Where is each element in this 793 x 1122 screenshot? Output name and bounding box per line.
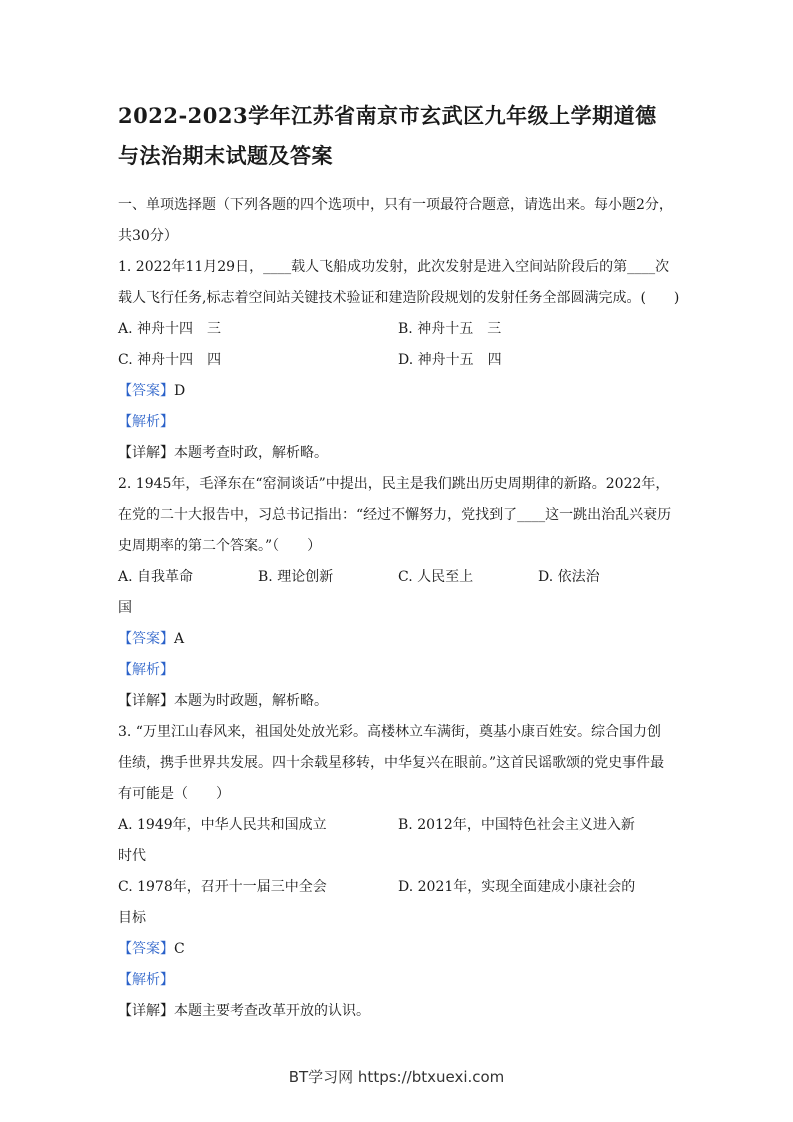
q2-option-c: C. 人民至上 <box>398 569 474 585</box>
q3-detail-text: 本题主要考查改革开放的认识。 <box>174 1003 370 1019</box>
q1-line2: 载人飞行任务,标志着空间站关键技术验证和建造阶段规划的发射任务全部圆满完成。( ) <box>118 290 680 306</box>
q3-line2: 佳绩，携手世界共发展。四十余载星移转，中华复兴在眼前。”这首民谣歌颂的党史事件最 <box>118 755 665 771</box>
footer-watermark: BT学习网 https://btxuexi.com <box>288 1068 505 1086</box>
q3-option-d-wrap: 目标 <box>118 910 146 926</box>
q2-answer-tag: 【答案】 <box>118 631 174 647</box>
q3-detail <box>118 996 678 1027</box>
q3-analysis <box>118 965 678 996</box>
q3-line3: 有可能是（ ） <box>118 786 230 802</box>
q2-option-d-wrap: 国 <box>118 600 132 616</box>
page-title: 2022-2023学年江苏省南京市玄武区九年级上学期道德与法治期末试题及答案 <box>118 103 657 168</box>
q1-options-row1 <box>118 314 678 345</box>
q3-answer <box>118 934 678 965</box>
q1-analysis <box>118 407 678 438</box>
section-heading-line1: 一、单项选择题（下列各题的四个选项中，只有一项最符合题意，请选出来。每小题2分， <box>118 197 673 213</box>
q3-answer-value: C <box>174 941 185 957</box>
q2-options-row <box>118 562 678 593</box>
q2-option-b: B. 理论创新 <box>258 569 334 585</box>
question-3 <box>118 717 678 1027</box>
q1-option-c: C. 神舟十四 四 <box>118 352 222 368</box>
q2-option-a: A. 自我革命 <box>118 569 194 585</box>
q2-analysis-tag: 【解析】 <box>118 662 174 678</box>
q2-analysis <box>118 655 678 686</box>
q3-detail-tag: 【详解】 <box>118 1003 174 1019</box>
q3-option-b-wrap: 时代 <box>118 848 146 864</box>
q2-option-d: D. 依法治 <box>538 569 600 585</box>
q3-analysis-tag: 【解析】 <box>118 972 174 988</box>
q3-options-row2 <box>118 872 678 903</box>
q1-line1: 1. 2022年11月29日，____载人飞船成功发射，此次发射是进入空间站阶段后的第____次 <box>118 259 670 275</box>
q3-option-a: A. 1949年，中华人民共和国成立 <box>118 817 327 833</box>
q1-answer-tag: 【答案】 <box>118 383 174 399</box>
q1-option-d: D. 神舟十五 四 <box>398 352 502 368</box>
document-page <box>118 96 678 1027</box>
q1-option-b: B. 神舟十五 三 <box>398 321 502 337</box>
q3-options-row1 <box>118 810 678 841</box>
q3-line1: 3. “万里江山春风来，祖国处处放光彩。高楼林立车满街，奠基小康百姓安。综合国力创 <box>118 724 661 740</box>
q3-option-d: D. 2021年，实现全面建成小康社会的 <box>398 879 636 895</box>
q2-answer <box>118 624 678 655</box>
q3-option-c: C. 1978年，召开十一届三中全会 <box>118 879 327 895</box>
q3-option-b: B. 2012年，中国特色社会主义进入新 <box>398 817 635 833</box>
q1-options-row2 <box>118 345 678 376</box>
q3-answer-tag: 【答案】 <box>118 941 174 957</box>
question-2 <box>118 469 678 717</box>
question-1 <box>118 252 678 469</box>
q2-line3: 史周期率的第二个答案。”（ ） <box>118 538 322 554</box>
q1-analysis-tag: 【解析】 <box>118 414 174 430</box>
q1-answer <box>118 376 678 407</box>
q2-detail-tag: 【详解】 <box>118 693 174 709</box>
q1-option-a: A. 神舟十四 三 <box>118 321 222 337</box>
q2-detail <box>118 686 678 717</box>
q1-answer-value: D <box>174 383 186 399</box>
q1-detail <box>118 438 678 469</box>
q1-detail-tag: 【详解】 <box>118 445 174 461</box>
q2-answer-value: A <box>174 631 185 647</box>
q1-detail-text: 本题考查时政，解析略。 <box>174 445 328 461</box>
q2-line1: 2. 1945年，毛泽东在“窑洞谈话”中提出，民主是我们跳出历史周期律的新路。2022年， <box>118 476 670 492</box>
section-heading-line2: 共30分） <box>118 228 178 244</box>
q2-line2: 在党的二十大报告中，习总书记指出：“经过不懈努力，党找到了____这一跳出治乱兴衰历 <box>118 507 672 523</box>
q2-detail-text: 本题为时政题，解析略。 <box>174 693 328 709</box>
